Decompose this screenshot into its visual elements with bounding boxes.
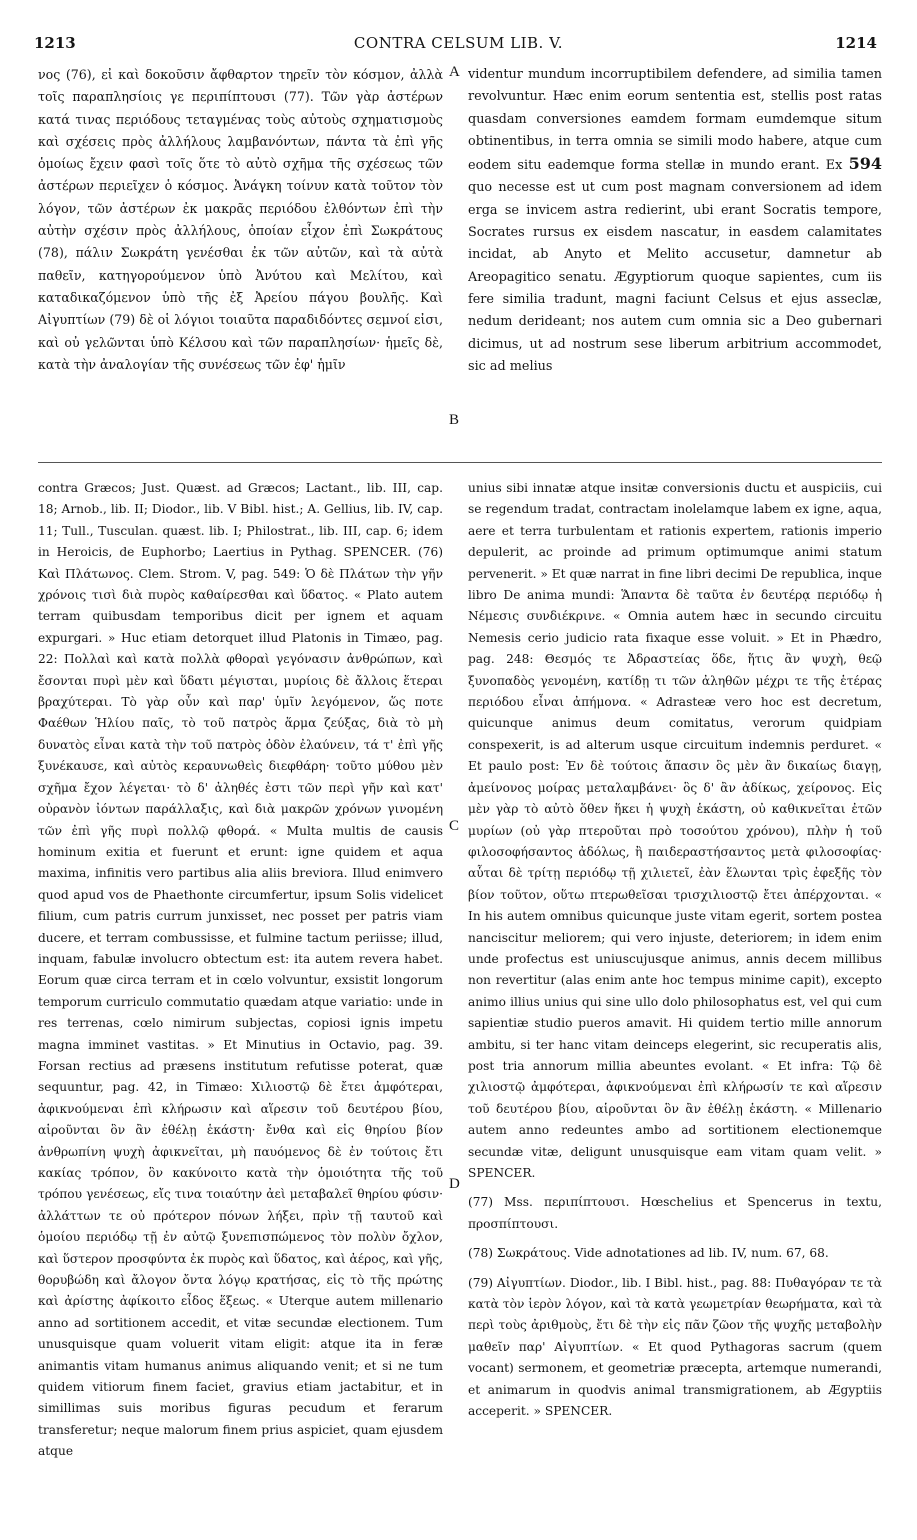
greek-paragraph: νος (76), εἰ καὶ δοκοῦσιν ἄφθαρτον τηρεῖν τὸν κόσμον, ἀλλὰ τοῖς παραπλησίοις γε περιπίπτουσι (77). Τῶν γὰρ ἀστέρων κατά τινας περιόδους τεταγμένας τοὺς αὐτοὺς σχηματισμοὺς καὶ σχέσεις πρὸς ἀλλήλους λαμβανόντων, πάντα τὰ ἐπὶ γῆς ὁμοίως ἔχειν φασὶ τοῖς ὅτε τὸ αὐτὸ σχῆμα τῆς σχέσεως τῶν ἀστέρων περιεῖχεν ὁ κόσμος. Ἀνάγκη τοίνυν κατὰ τοῦτον τὸν λόγον, τῶν ἀστέρων ἐκ μακρᾶς περιόδου ἐλθόντων ἐπὶ τὴν αὐτὴν σχέσιν πρὸς ἀλλήλους, ὁποίαν εἶχον ἐπὶ Σωκράτους (78), πάλιν Σωκράτη γενέσθαι ἐκ τῶν αὐτῶν, καὶ τὰ αὐτὰ παθεῖν, κατηγορούμενον ὑπὸ Ἀνύτου καὶ Μελίτου, καὶ καταδικαζόμενον ὑπὸ τῆς ἐξ Ἀρείου πάγου βουλῆς. Καὶ Αἰγυπτίων (79) δὲ οἱ λόγιοι τοιαῦτα παραδιδόντες σεμνοί εἰσι, καὶ οὐ γελῶνται ὑπὸ Κέλσου καὶ τῶν παραπλησίων· ἡμεῖς δὲ, κατὰ τὴν ἀναλογίαν τῆς συνέσεως τῶν ἐφ' ἡμῖν bbox=[38, 67, 443, 372]
running-title: CONTRA CELSUM LIB. V. bbox=[353, 34, 564, 52]
latin-main-text bbox=[468, 64, 882, 378]
footnotes-left-column bbox=[38, 478, 443, 1508]
latin-text-part-1: videntur mundum incorruptibilem defendere, ad similia tamen revolvuntur. Hæc enim eorum sententia est, stellis post ratas quasdam conversiones eamdem formam eumdemque situm obtinentibus, in terra omnia se simili modo habere, atque cum eodem situ eademque forma stellæ in mundo erant. Ex bbox=[468, 67, 882, 174]
margin-letter-d: D bbox=[449, 1176, 460, 1192]
latin-paragraph bbox=[468, 64, 882, 378]
margin-letter-c: C bbox=[449, 818, 460, 834]
margin-letter-b: B bbox=[449, 412, 460, 428]
greek-main-text bbox=[38, 64, 443, 376]
running-header bbox=[0, 34, 917, 56]
footnote-text: contra Græcos; Just. Quæst. ad Græcos; Lactant., lib. III, cap. 18; Arnob., lib. II; Diodor., lib. V Bibl. hist.; A. Gellius, lib. IV, cap. 11; Tull., Tusculan. quæst. lib. I; Philostrat., lib. III, cap. 6; idem in Heroicis, de Euphorbo; Laertius in Pythag. SPENCER. (76) Καὶ Πλάτωνος. Clem. Strom. V, pag. 549: Ὁ δὲ Πλάτων τὴν γῆν χρόνοις τισὶ διὰ πυρὸς καθαίρεσθαι καὶ ὕδατος. « Plato autem terram quibusdam temporibus dicit per ignem et aquam expurgari. » Huc etiam detorquet illud Platonis in Timæo, pag. 22: Πολλαὶ καὶ κατὰ πολλὰ φθοραὶ γεγόνασιν ἀνθρώπων, καὶ ἔσονται πυρὶ μὲν καὶ ὕδατι μέγισται, μυρίοις δὲ ἄλλοις ἕτεραι βραχύτεραι. Τὸ γὰρ οὖν καὶ παρ' ὑμῖν λεγόμενον, ὥς ποτε Φαέθων Ἡλίου παῖς, τὸ τοῦ πατρὸς ἅρμα ζεύξας, διὰ τὸ μὴ δυνατὸς εἶναι κατὰ τὴν τοῦ πατρὸς ὁδὸν ἐλαύνειν, τά τ' ἐπὶ γῆς ξυνέκαυσε, καὶ αὐτὸς κεραυνωθεὶς διεφθάρη· τοῦτο μύθου μὲν σχῆμα ἔχον λέγεται· τὸ δ' ἀληθές ἐστι τῶν περὶ γῆν καὶ κατ' οὐρανὸν ἰόντων παράλλαξις, καὶ διὰ μακρῶν χρόνων γινομένη τῶν ἐπὶ γῆς πυρὶ πολλῷ φθορά. « Multa multis de causis hominum exitia et fuerunt et erunt: igne quidem et aqua maxima, infinitis vero partibus alia aliis breviora. Illud enimvero quod apud vos de Phaethonte circumfertur, ipsum Solis videlicet filium, cum patris currum junxisset, nec posset per patris viam ducere, et terram combussisse, et fulmine tactum periisse; illud, inquam, fabulæ involucro obtectum est: ita autem revera habet. Eorum quæ circa terram et in cœlo volvuntur, exsistit longorum temporum curriculo commutatio quædam atque variatio: unde in res terrenas, cœlo nimirum subjectas, copiosi ignis impetu magna imminet vastitas. » Et Minutius in Octavio, pag. 39. Forsan rectius ad præsens institutum refutisse poterat, quæ sequuntur, pag. 42, in Timæo: Χιλιοστῷ δὲ ἔτει ἀμφότεραι, ἀφικνούμεναι ἐπὶ κλήρωσιν καὶ αἵρεσιν τοῦ δευτέρου βίου, αἱροῦνται ὃν ἂν ἐθέλῃ ἑκάστη· ἔνθα καὶ εἰς θηρίου βίον ἀνθρωπίνη ψυχὴ ἀφικνεῖται, μὴ παυόμενος δὲ ἐν τούτοις ἔτι κακίας τρόπον, ὃν κακύνοιτο κατὰ τὴν ὁμοιότητα τῆς τοῦ τρόπου γενέσεως, εἴς τινα τοιαύτην ἀεὶ μεταβαλεῖ θηρίου φύσιν· ἀλλάττων τε οὐ πρότερον πόνων λήξει, πρὶν τῇ ταυτοῦ καὶ ὁμοίου περιόδῳ τῇ ἐν αὐτῷ ξυνεπισπώμενος τὸν πολὺν ὄχλον, καὶ ὕστερον προσφύντα ἐκ πυρὸς καὶ ὕδατος, καὶ ἀέρος, καὶ γῆς, θορυβώδη καὶ ἄλογον ὄντα λόγῳ κρατήσας, εἰς τὸ τῆς πρώτης καὶ ἀρίστης ἀφίκοιτο εἶδος ἕξεως. « Uterque autem millenario anno ad sortitionem accedit, et vitæ secundæ electionem. Tum unusquisque quam voluerit vitam eligit: atque ita in feræ animantis vitam humanus animus aliquando venit; et si ne tum quidem vitiorum finem faciet, gravius etiam jactabitur, et in simillimas suis moribus figuras pecudum et ferarum transferetur; neque malorum finem prius aspiciet, quam ejusdem atque bbox=[38, 481, 443, 1459]
footnotes-right-column bbox=[468, 478, 882, 1508]
footnote-79: (79) Αἰγυπτίων. Diodor., lib. I Bibl. hist., pag. 88: Πυθαγόραν τε τὰ κατὰ τὸν ἱερὸν λόγον, καὶ τὰ κατὰ γεωμετρίαν θεωρήματα, καὶ τὰ περὶ τοὺς ἀριθμοὺς, ἔτι δὲ τὴν εἰς πᾶν ζῶον τῆς ψυχῆς μεταβολὴν μαθεῖν παρ' Αἰγυπτίων. « Et quod Pythagoras sacrum (quem vocant) sermonem, et geometriæ præcepta, artemque numerandi, et animarum in quodvis animal transmigrationem, ab Ægyptiis acceperit. » SPENCER. bbox=[468, 1275, 882, 1419]
margin-letter-a: A bbox=[449, 64, 460, 80]
notes-separator bbox=[38, 462, 882, 463]
column-marker-594: 594 bbox=[848, 154, 882, 174]
footnote-continuation: unius sibi innatæ atque insitæ conversionis ductu et auspiciis, cui se regendum tradat, contractam inolelamque labem ex igne, aqua, aere et terra turbulentam et rationis expertem, rationis imperio depulerit, ac proinde ad primum optimumque animi statum pervenerit. » Et quæ narrat in fine libri decimi De republica, inque libro De anima mundi: Ἅπαντα δὲ ταῦτα ἐν δευτέρᾳ περιόδῳ ἡ Νέμεσις συνδιέκρινε. « Omnia autem hæc in secundo circuitu Nemesis cerio judicio rata fixaque esse voluit. » Et in Phædro, pag. 248: Θεσμός τε Ἀδραστείας ὅδε, ἥτις ἂν ψυχὴ, θεῷ ξυνοπαδὸς γενομένη, κατίδῃ τι τῶν ἀληθῶν μέχρι τε τῆς ἑτέρας περιόδου εἶναι ἀπήμονα. « Adrasteæ vero hoc est decretum, quicunque animus deum comitatus, verorum quidpiam conspexerit, is ad alterum usque circuitum indemnis perduret. « Et paulo post: Ἐν δὲ τούτοις ἅπασιν ὃς μὲν ἂν δικαίως διαγῃ, ἀμείνονος μοίρας μεταλαμβάνει· ὃς δ' ἂν ἀδίκως, χείρονος. Εἰς μὲν γὰρ τὸ αὐτὸ ὅθεν ἥκει ἡ ψυχὴ ἑκάστη, οὐ καθικνεῖται ἐτῶν μυρίων (οὐ γὰρ πτεροῦται πρὸ τοσούτου χρόνου), πλὴν ἡ τοῦ φιλοσοφήσαντος ἀδόλως, ἢ παιδεραστήσαντος μετὰ φιλοσοφίας· αὗται δὲ τρίτῃ περιόδῳ τῇ χιλιετεῖ, ἐὰν ἕλωνται τρὶς ἐφεξῆς τὸν βίον τοῦτον, οὕτω πτερωθεῖσαι τρισχιλιοστῷ ἔτει ἀπέρχονται. « In his autem omnibus quicunque juste vitam egerit, sortem postea nanciscitur meliorem; qui vero injuste, deteriorem; in idem enim unde profectus est uniuscujusque animus, annis decem millibus non revertitur (alas enim ante hoc tempus minime capit), excepto animo illius unius qui sine ullo dolo philosophatus est, vel qui cum sapientiæ studio pueros amavit. Hi quidem tertio mille annorum ambitu, si ter hanc vitam deinceps elegerint, sic recuperatis alis, post tria annorum millia abeuntes evolant. « Et infra: Τῷ δὲ χιλιοστῷ ἀμφότεραι, ἀφικνούμεναι ἐπὶ κλήρωσίν τε καὶ αἵρεσιν τοῦ δευτέρου βίου, αἱροῦνται ὃν ἂν ἐθέλῃ ἑκάστη. « Millenario autem anno redeuntes ambo ad sortitionem electionemque secundæ vitæ, deligunt unusquisque eam vitam quam velit. » SPENCER. bbox=[468, 481, 882, 1180]
left-page-number: 1213 bbox=[34, 34, 76, 52]
latin-text-part-2: quo necesse est ut cum post magnam conversionem ad idem erga se invicem astra redierint, ubi erant Socratis tempore, Socrates rursus ex eisdem nascatur, in easdem calamitates incidat, ab Anyto et Melito accusetur, damnetur ab Areopagitico senatu. Ægyptiorum quoque sapientes, cum iis fere similia tradunt, magni faciunt Celsus et ejus asseclæ, nedum derideant; nos autem cum omnia sic a Deo gubernari dicimus, ut ad nostrum sese liberum arbitrium accommodet, sic ad melius bbox=[468, 180, 882, 374]
footnote-78: (78) Σωκράτους. Vide adnotationes ad lib. IV, num. 67, 68. bbox=[468, 1246, 829, 1261]
footnote-77: (77) Mss. περιπίπτουσι. Hœschelius et Spencerus in textu, προσπίπτουσι. bbox=[468, 1195, 882, 1231]
right-page-number: 1214 bbox=[835, 34, 877, 52]
